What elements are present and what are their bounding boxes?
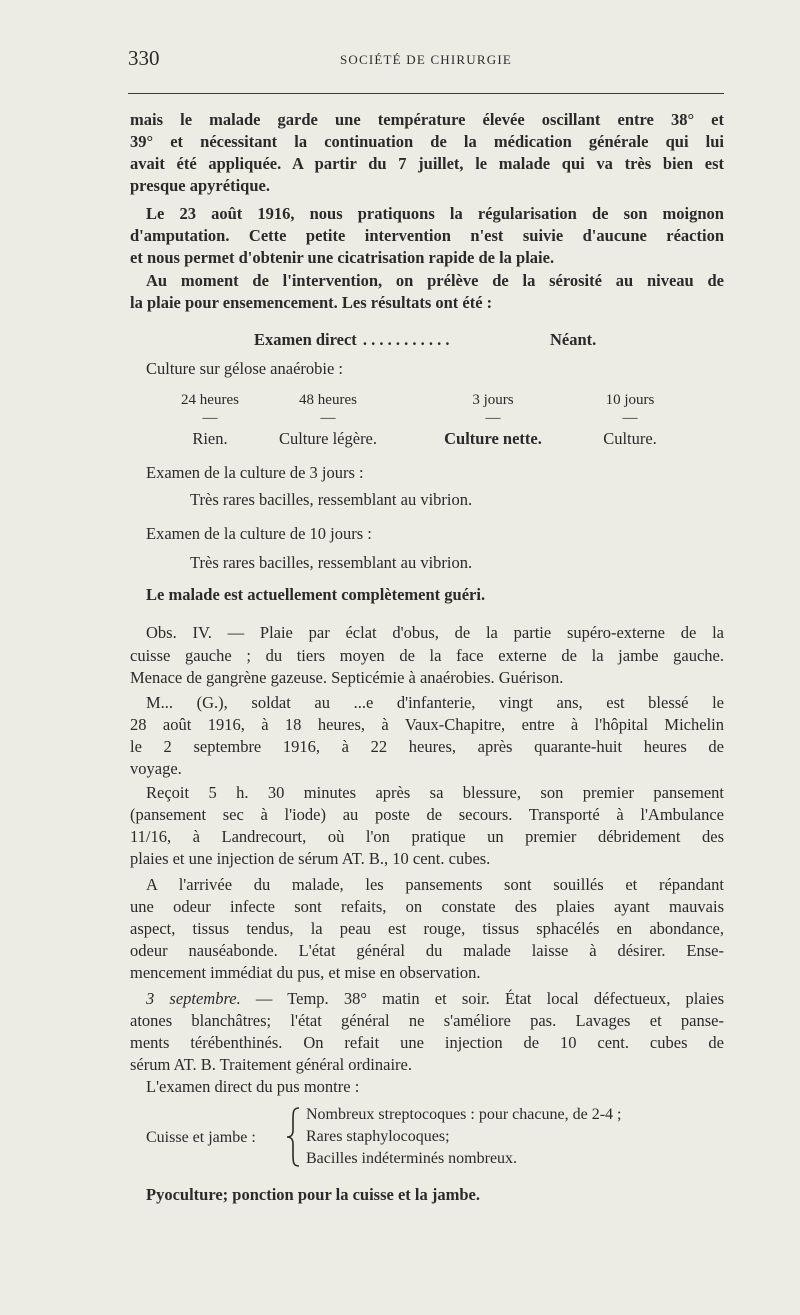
text-line: 39° et nécessitant la continuation de la médication générale qui lui [130,132,724,151]
table-dash: — [622,410,638,426]
table-result-cell: Culture légère. [278,429,378,448]
text-line: 3 septembre. — Temp. 38° matin et soir. État local défectueux, plaies [146,989,724,1008]
text-line: M... (G.), soldat au ...e d'infanterie, vingt ans, est blessé le [146,693,724,712]
brace-item: Rares staphylocoques; [306,1128,450,1145]
text-line: mais le malade garde une température élevée oscillant entre 38° et [130,110,724,129]
running-head: SOCIÉTÉ DE CHIRURGIE [339,52,513,67]
text-line: mencement immédiat du pus, et mise en observation. [130,963,481,982]
table-header-cell: 10 jours [605,392,655,408]
text-line: la plaie pour ensemencement. Les résultats ont été : [130,293,493,312]
text-line: Au moment de l'intervention, on prélève de la sérosité au niveau de [146,271,724,290]
date-italic: 3 septembre. [146,989,241,1008]
text-line: sérum AT. B. Traitement général ordinaire. [130,1055,412,1074]
text-line: voyage. [130,759,182,778]
text-line: odeur nauséabonde. L'état général du malade laisse à désirer. Ense- [130,941,724,960]
text-line: Reçoit 5 h. 30 minutes après sa blessure, son premier pansement [146,783,724,802]
table-result-cell: Rien. [192,429,228,448]
table-header-cell: 24 heures [181,392,239,408]
table-header-cell: 3 jours [472,392,514,408]
table-header-cell: 48 heures [299,392,357,408]
text-line: 28 août 1916, à 18 heures, à Vaux-Chapitre, entre à l'hôpital Michelin [130,715,724,734]
obs-title-line: Obs. IV. — Plaie par éclat d'obus, de la partie supéro-externe de la [146,623,724,642]
text-line: et nous permet d'obtenir une cicatrisation rapide de la plaie. [130,248,555,267]
text-line: avait été appliquée. A partir du 7 juillet, le malade qui va très bien est [130,154,724,173]
obs-title-line: Menace de gangrène gazeuse. Septicémie à anaérobies. Guérison. [130,668,564,687]
text-line: aspect, tissus tendus, la peau est rouge, tissus sphacélés en abondance, [130,919,724,938]
exam3-label: Examen de la culture de 3 jours : [146,463,364,482]
text-line: (pansement sec à l'iode) au poste de secours. Transporté à l'Ambulance [130,805,724,824]
table-dash: — [320,410,336,426]
text-line: 11/16, à Landrecourt, où l'on pratique un premier débridement des [130,827,724,846]
page-number: 330 [128,46,160,70]
table-result-cell: Culture nette. [444,429,542,448]
text-line: atones blanchâtres; l'état général ne s'améliore pas. Lavages et panse- [130,1011,724,1030]
text-line: le 2 septembre 1916, à 22 heures, après quarante-huit heures de [130,737,724,756]
brace-item: Bacilles indéterminés nombreux. [306,1150,518,1167]
text-line: presque apyrétique. [130,176,270,195]
pus-exam-line: L'examen direct du pus montre : [146,1077,360,1096]
table-result-cell: Culture. [603,429,657,448]
text-line: d'amputation. Cette petite intervention n'est suivie d'aucune réaction [130,226,724,245]
exam3-result: Très rares bacilles, ressemblant au vibrion. [190,490,473,509]
pyoculture-line: Pyoculture; ponction pour la cuisse et la jambe. [146,1185,480,1204]
table-dash: — [485,410,501,426]
curly-brace [284,1106,304,1168]
direct-exam-label: Examen direct . . . . . . . . . . . [254,330,450,349]
text-line: A l'arrivée du malade, les pansements sont souillés et répandant [146,875,724,894]
text-line: plaies et une injection de sérum AT. B., 10 cent. cubes. [130,849,491,868]
text-line: une odeur infecte sont refaits, on constate des plaies ayant mauvais [130,897,724,916]
text-line: ments térébenthinés. On refait une injection de 10 cent. cubes de [130,1033,724,1052]
exam10-result: Très rares bacilles, ressemblant au vibrion. [190,553,473,572]
brace-item: Nombreux streptocoques : pour chacune, de 2-4 ; [306,1106,622,1123]
brace-label: Cuisse et jambe : [146,1129,256,1146]
healed-line: Le malade est actuellement complètement guéri. [146,585,486,604]
direct-exam-result: Néant. [550,330,597,349]
culture-intro: Culture sur gélose anaérobie : [146,359,344,378]
obs-title-line: cuisse gauche ; du tiers moyen de la face externe de la jambe gauche. [130,646,724,665]
table-dash: — [202,410,218,426]
page-header [128,46,724,76]
exam10-label: Examen de la culture de 10 jours : [146,524,372,543]
text-line: Le 23 août 1916, nous pratiquons la régularisation de son moignon [146,204,724,223]
header-rule [128,93,724,94]
